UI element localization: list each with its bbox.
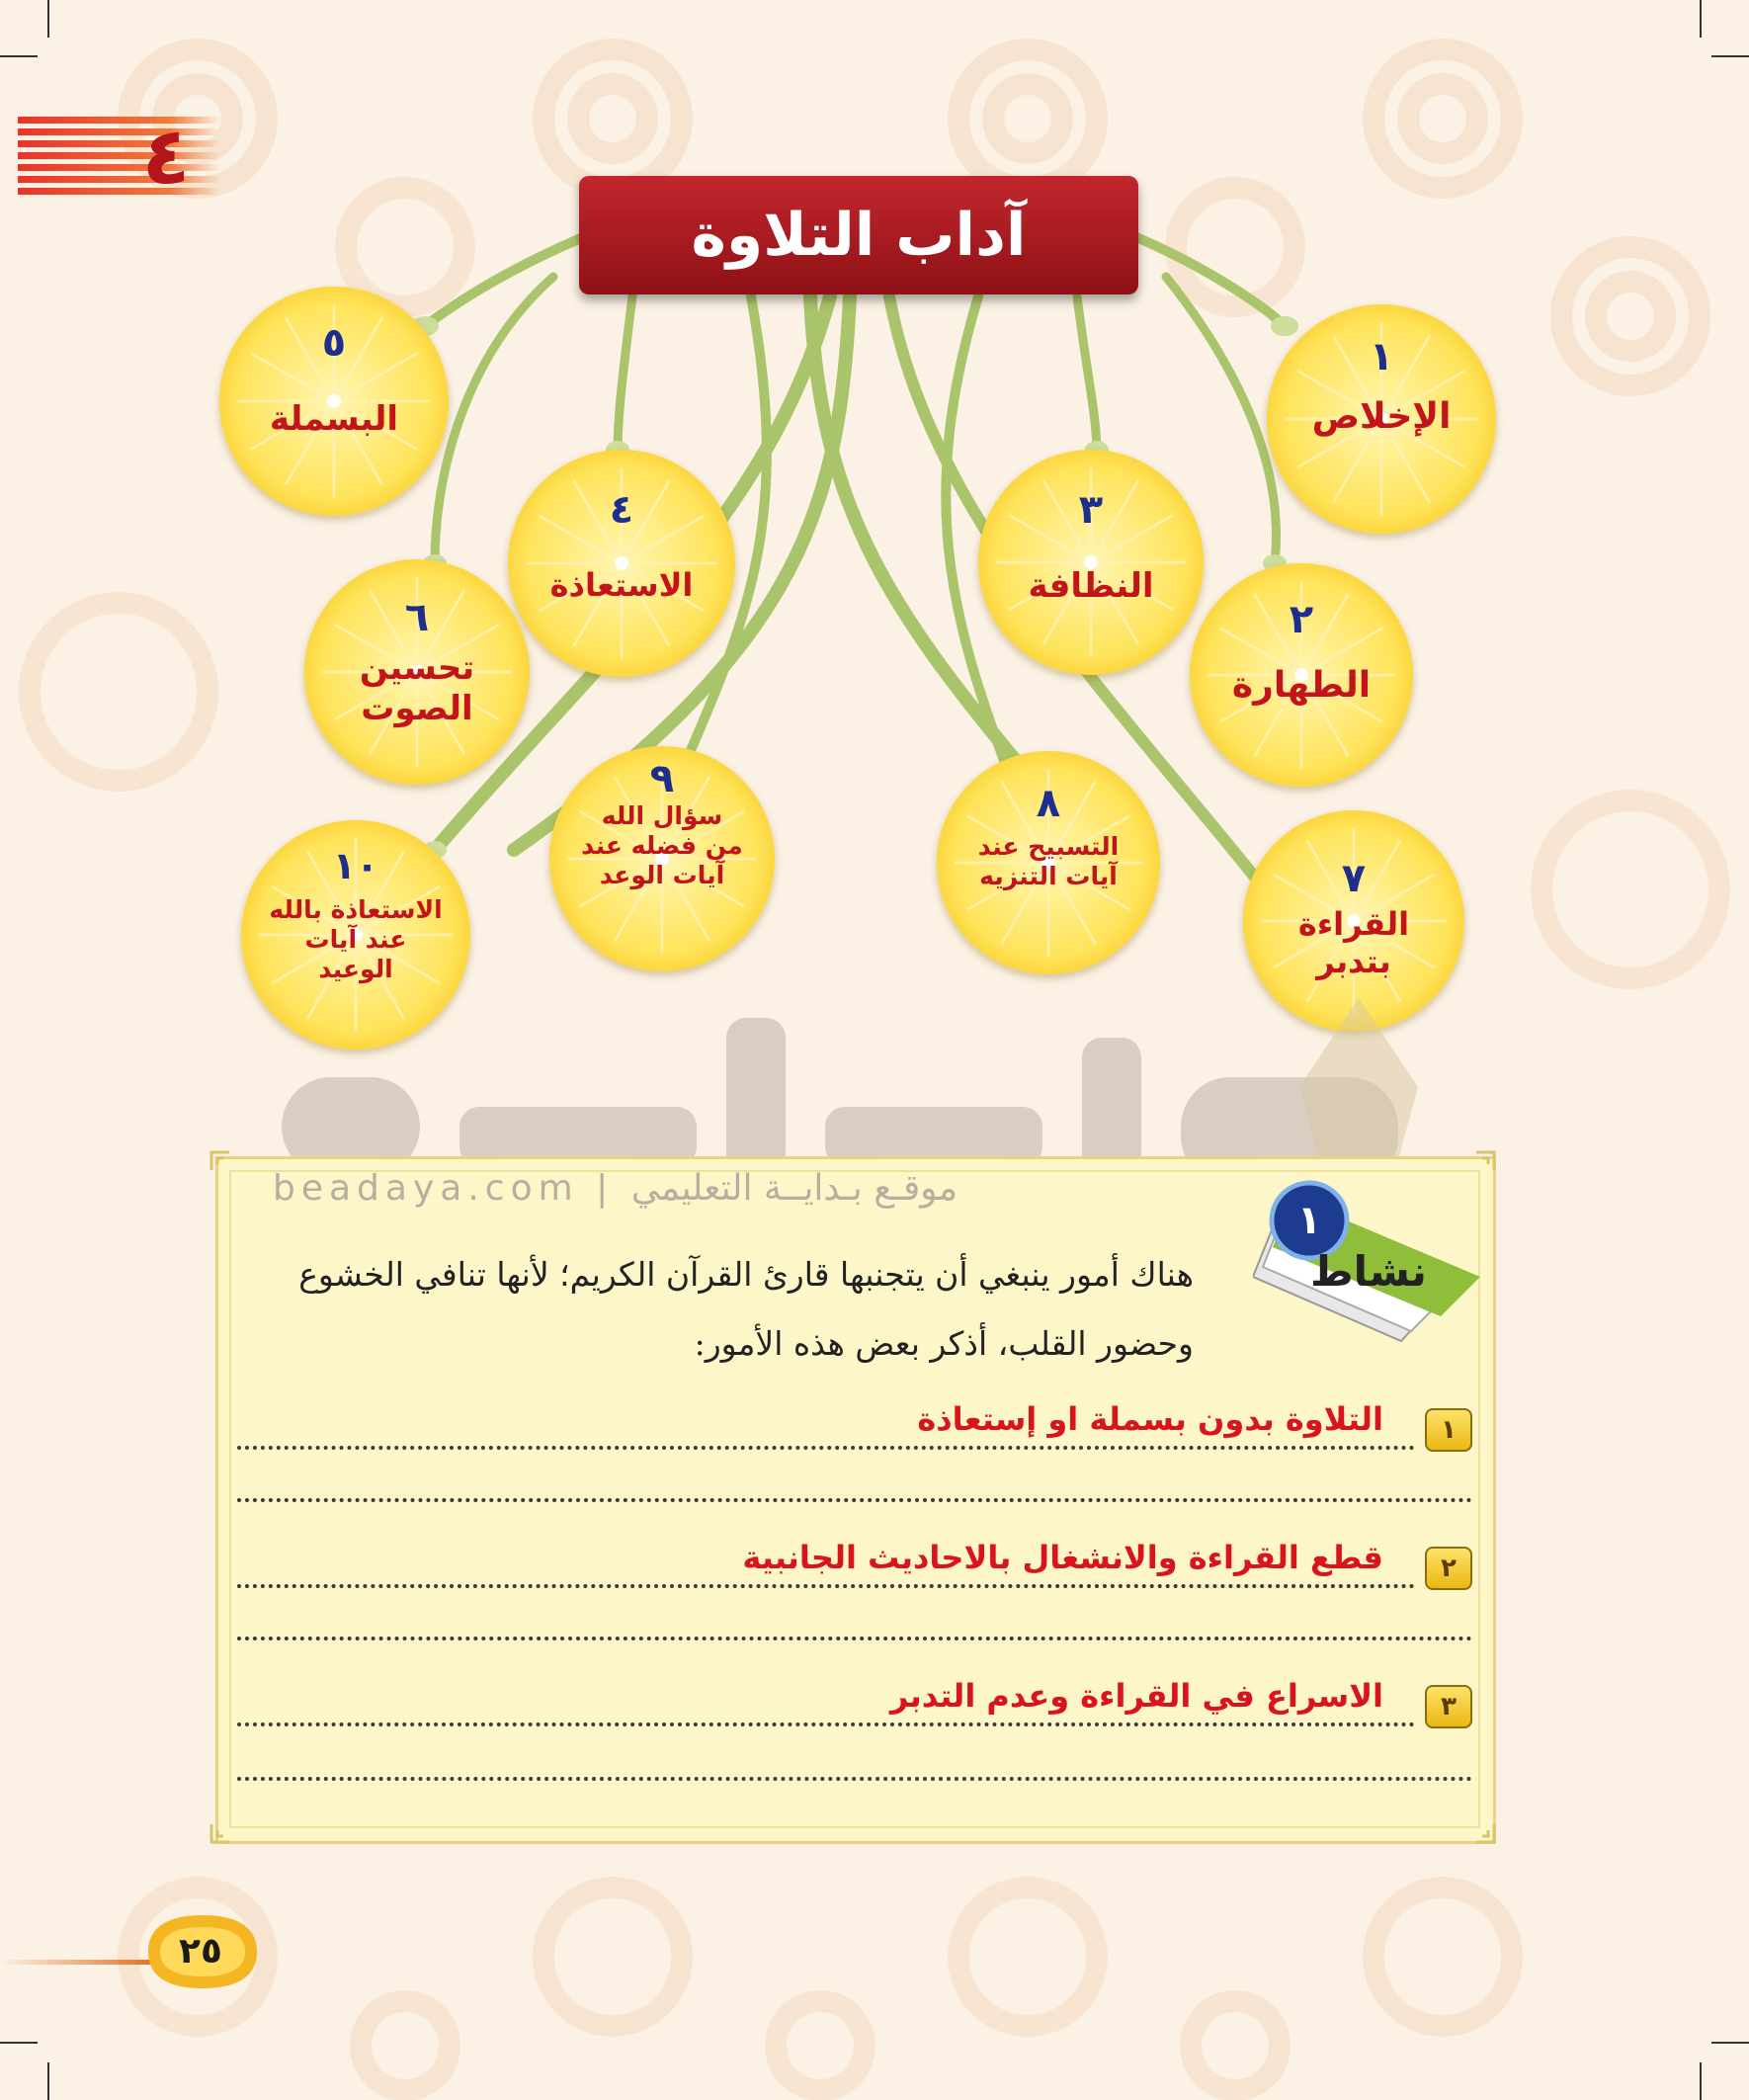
lemon-label: التسبيح عند آيات التنزيه bbox=[977, 832, 1120, 890]
answer-text[interactable]: التلاوة بدون بسملة او إستعاذة bbox=[917, 1400, 1383, 1438]
lemon-label: سؤال الله من فضله عند آيات الوعد bbox=[581, 801, 743, 889]
answer-number: ٣ bbox=[1425, 1685, 1472, 1728]
lemon-label: الاستعاذة bbox=[549, 566, 694, 604]
answer-row-2[interactable] bbox=[237, 1537, 1472, 1596]
crop-mark bbox=[1700, 2062, 1702, 2100]
lemon-3 bbox=[978, 450, 1204, 675]
dotted-line-blank[interactable] bbox=[237, 1637, 1472, 1640]
lemon-number: ٥ bbox=[321, 320, 347, 366]
lemon-number: ٤ bbox=[609, 487, 634, 533]
activity-instruction: هناك أمور ينبغي أن يتجنبها قارئ القرآن الكريم؛ لأنها تنافي الخشوع وحضور القلب، أذكر بعض هذه الأمور: bbox=[298, 1255, 1194, 1363]
activity-number: ١ bbox=[1296, 1198, 1322, 1243]
lemon-number: ٩ bbox=[649, 756, 675, 801]
lemon-label: الإخلاص bbox=[1311, 396, 1452, 437]
dotted-line-blank[interactable] bbox=[237, 1777, 1472, 1781]
lemon-label: الطهارة bbox=[1231, 665, 1372, 706]
crop-mark bbox=[1711, 2042, 1749, 2044]
answer-row-1[interactable] bbox=[237, 1398, 1472, 1458]
lemon-label: الاستعاذة بالله عند آيات الوعيد bbox=[269, 895, 443, 983]
lemon-4 bbox=[508, 450, 735, 677]
title-banner bbox=[579, 176, 1138, 294]
lemon-number: ١٠ bbox=[332, 844, 379, 887]
lemon-5 bbox=[219, 287, 449, 516]
lemon-label: القراءة بتدبر bbox=[1297, 905, 1410, 981]
lemon-1 bbox=[1267, 304, 1496, 534]
answer-number: ٢ bbox=[1425, 1547, 1472, 1590]
lemon-9 bbox=[549, 746, 775, 971]
lemon-2 bbox=[1190, 563, 1413, 787]
lemon-number: ١ bbox=[1369, 334, 1394, 379]
page-title: آداب التلاوة bbox=[691, 201, 1027, 270]
dotted-line-blank[interactable] bbox=[237, 1498, 1472, 1502]
lemon-6 bbox=[304, 559, 530, 785]
activity-label: نشاط bbox=[1310, 1247, 1427, 1296]
lemon-segments bbox=[978, 450, 1204, 675]
corner-ornament bbox=[1472, 1820, 1498, 1846]
lemon-number: ٢ bbox=[1289, 597, 1314, 642]
lemon-number: ٨ bbox=[1036, 781, 1061, 826]
lemon-8 bbox=[937, 751, 1160, 974]
page-number: ٢٥ bbox=[179, 1931, 222, 1972]
crop-mark bbox=[0, 2042, 38, 2044]
lemon-label: النظافة bbox=[1028, 566, 1154, 606]
lemon-label: البسملة bbox=[269, 399, 399, 439]
lemon-number: ٦ bbox=[404, 595, 430, 640]
lemon-segments bbox=[508, 450, 735, 677]
answer-text[interactable]: الاسراع في القراءة وعدم التدبر bbox=[889, 1677, 1383, 1715]
lemon-number: ٣ bbox=[1078, 487, 1104, 533]
dotted-line bbox=[237, 1446, 1415, 1450]
lemon-label: تحسين الصوت bbox=[359, 648, 475, 728]
footer-line bbox=[0, 1960, 158, 1965]
watermark-text: beadaya.com | موقـع بـدايــة التعليمي bbox=[273, 1168, 958, 1209]
dotted-line bbox=[237, 1584, 1415, 1588]
unit-number: ٤ bbox=[141, 110, 191, 202]
dotted-line bbox=[237, 1722, 1415, 1726]
answer-row-3[interactable] bbox=[237, 1675, 1472, 1734]
answer-number: ١ bbox=[1425, 1408, 1472, 1452]
lemon-number: ٧ bbox=[1341, 856, 1367, 901]
answer-text[interactable]: قطع القراءة والانشغال بالاحاديث الجانبية bbox=[742, 1539, 1383, 1576]
corner-ornament bbox=[208, 1148, 233, 1174]
corner-ornament bbox=[208, 1820, 233, 1846]
crop-mark bbox=[47, 2062, 49, 2100]
